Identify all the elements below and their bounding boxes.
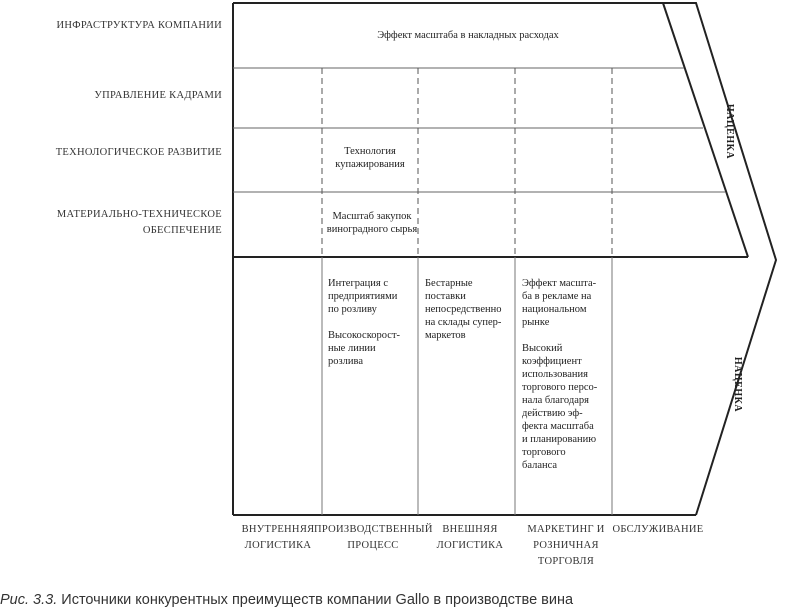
primary-label-operations: ПРОИЗВОДСТВЕННЫЙ ПРОЦЕСС <box>314 524 433 551</box>
infrastructure-content: Эффект масштаба в накладных расходах <box>377 30 559 41</box>
support-label-infrastructure: ИНФРАСТРУКТУРА КОМПАНИИ <box>56 20 222 31</box>
operations-content: Интеграция с предприятиями по розливу Высокоскорост- ные линии розлива <box>328 278 401 367</box>
margin-label-bottom: НАЦЕНКА <box>732 356 744 413</box>
primary-label-marketing: МАРКЕТИНГ И РОЗНИЧНАЯ ТОРГОВЛЯ <box>527 524 605 567</box>
figure-caption <box>0 592 573 608</box>
margin-label-top: НАЦЕНКА <box>724 103 736 160</box>
margin-arrow-outer <box>663 3 776 515</box>
support-label-procurement: МАТЕРИАЛЬНО-ТЕХНИЧЕСКОЕ ОБЕСПЕЧЕНИЕ <box>56 209 222 236</box>
caption-text: Источники конкурентных преимуществ компании Gallo в производстве вина <box>61 592 574 608</box>
outbound-content: Бестарные поставки непосредственно на склады супер- маркетов <box>425 278 502 341</box>
primary-label-service: ОБСЛУЖИВАНИЕ <box>612 524 704 535</box>
support-label-technology: ТЕХНОЛОГИЧЕСКОЕ РАЗВИТИЕ <box>55 147 222 158</box>
procurement-content: Масштаб закупок виноградного сырья <box>326 211 418 235</box>
primary-label-outbound: ВНЕШНЯЯ ЛОГИСТИКА <box>436 524 504 551</box>
caption-number: Рис. 3.3. <box>0 592 58 608</box>
marketing-content: Эффект масшта- ба в рекламе на национальном рынке Высокий коэффициент использования торгового персо- нала благодаря действию эф- фекта масштаба и планированию торгового баланса <box>522 278 598 471</box>
primary-label-inbound: ВНУТРЕННЯЯ ЛОГИСТИКА <box>241 524 315 551</box>
technology-content: Технология купажирования <box>335 146 405 170</box>
support-label-hr: УПРАВЛЕНИЕ КАДРАМИ <box>94 90 222 101</box>
